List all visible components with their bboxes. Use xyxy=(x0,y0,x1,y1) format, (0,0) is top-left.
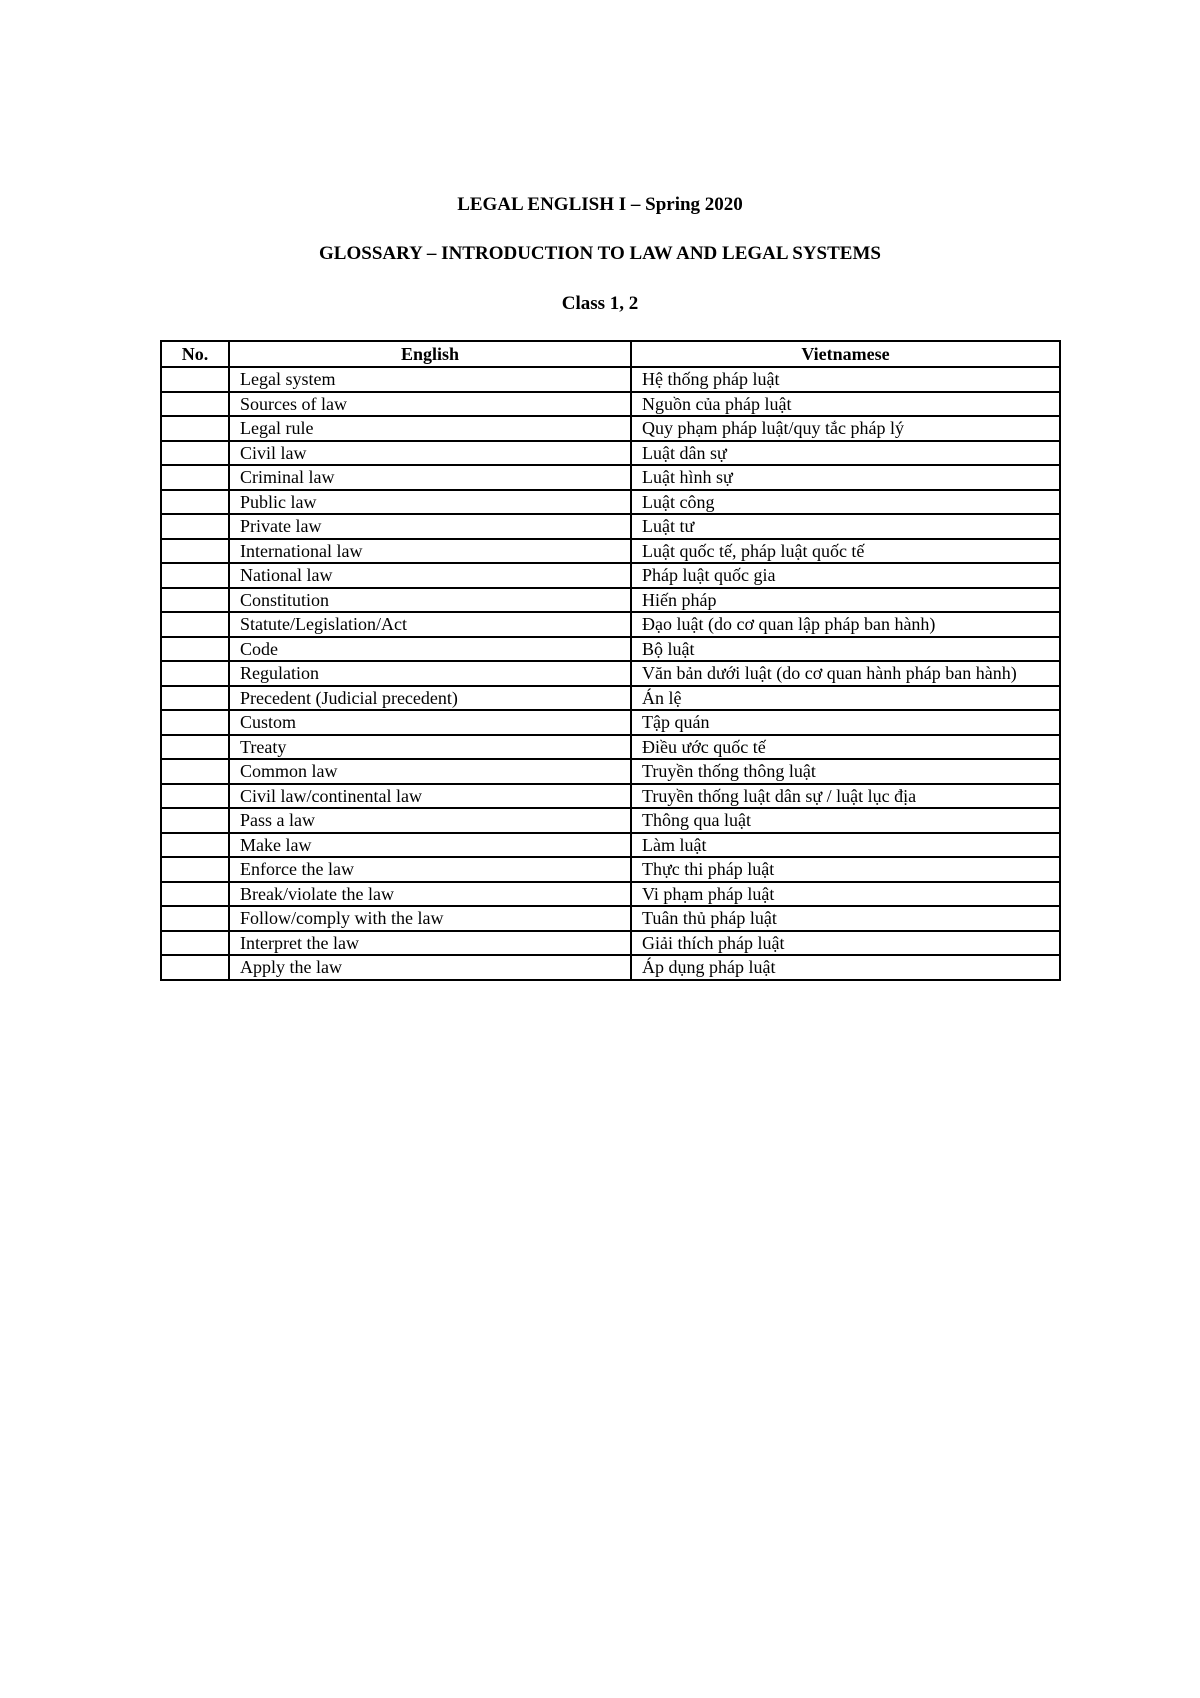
row-number-cell xyxy=(161,808,229,833)
table-row xyxy=(161,906,1060,931)
english-term-cell: Criminal law xyxy=(229,465,631,490)
row-number-cell xyxy=(161,416,229,441)
document-subtitle: GLOSSARY – INTRODUCTION TO LAW AND LEGAL SYSTEMS xyxy=(319,243,881,264)
english-term-cell: Enforce the law xyxy=(229,857,631,882)
table-row xyxy=(161,612,1060,637)
english-term-cell: Custom xyxy=(229,710,631,735)
table-row xyxy=(161,563,1060,588)
table-row xyxy=(161,931,1060,956)
table-header-row xyxy=(161,341,1060,367)
vietnamese-term-cell: Luật hình sự xyxy=(631,465,1060,490)
row-number-cell xyxy=(161,857,229,882)
table-row xyxy=(161,441,1060,466)
header-english: English xyxy=(229,341,631,367)
english-term-cell: Public law xyxy=(229,490,631,515)
english-term-cell: Common law xyxy=(229,759,631,784)
english-term-cell: Statute/Legislation/Act xyxy=(229,612,631,637)
row-number-cell xyxy=(161,612,229,637)
vietnamese-term-cell: Hệ thống pháp luật xyxy=(631,367,1060,392)
vietnamese-term-cell: Án lệ xyxy=(631,686,1060,711)
table-row xyxy=(161,514,1060,539)
english-term-cell: Make law xyxy=(229,833,631,858)
row-number-cell xyxy=(161,514,229,539)
vietnamese-term-cell: Luật quốc tế, pháp luật quốc tế xyxy=(631,539,1060,564)
row-number-cell xyxy=(161,588,229,613)
vietnamese-term-cell: Văn bản dưới luật (do cơ quan hành pháp ban hành) xyxy=(631,661,1060,686)
english-term-cell: National law xyxy=(229,563,631,588)
table-row xyxy=(161,416,1060,441)
table-row xyxy=(161,367,1060,392)
header-vietnamese: Vietnamese xyxy=(631,341,1060,367)
vietnamese-term-cell: Thực thi pháp luật xyxy=(631,857,1060,882)
english-term-cell: Treaty xyxy=(229,735,631,760)
vietnamese-term-cell: Giải thích pháp luật xyxy=(631,931,1060,956)
vietnamese-term-cell: Bộ luật xyxy=(631,637,1060,662)
vietnamese-term-cell: Đạo luật (do cơ quan lập pháp ban hành) xyxy=(631,612,1060,637)
english-term-cell: Sources of law xyxy=(229,392,631,417)
table-row xyxy=(161,490,1060,515)
row-number-cell xyxy=(161,931,229,956)
english-term-cell: Precedent (Judicial precedent) xyxy=(229,686,631,711)
vietnamese-term-cell: Luật công xyxy=(631,490,1060,515)
english-term-cell: Constitution xyxy=(229,588,631,613)
vietnamese-term-cell: Thông qua luật xyxy=(631,808,1060,833)
vietnamese-term-cell: Luật tư xyxy=(631,514,1060,539)
english-term-cell: Civil law/continental law xyxy=(229,784,631,809)
english-term-cell: Legal system xyxy=(229,367,631,392)
english-term-cell: Interpret the law xyxy=(229,931,631,956)
row-number-cell xyxy=(161,661,229,686)
english-term-cell: Regulation xyxy=(229,661,631,686)
table-row xyxy=(161,661,1060,686)
table-row xyxy=(161,784,1060,809)
english-term-cell: Pass a law xyxy=(229,808,631,833)
table-row xyxy=(161,955,1060,980)
table-row xyxy=(161,686,1060,711)
table-row xyxy=(161,857,1060,882)
english-term-cell: Private law xyxy=(229,514,631,539)
english-term-cell: Legal rule xyxy=(229,416,631,441)
vietnamese-term-cell: Truyền thống thông luật xyxy=(631,759,1060,784)
vietnamese-term-cell: Tập quán xyxy=(631,710,1060,735)
english-term-cell: Civil law xyxy=(229,441,631,466)
english-term-cell: Follow/comply with the law xyxy=(229,906,631,931)
row-number-cell xyxy=(161,490,229,515)
vietnamese-term-cell: Hiến pháp xyxy=(631,588,1060,613)
header-no: No. xyxy=(161,341,229,367)
vietnamese-term-cell: Truyền thống luật dân sự / luật lục địa xyxy=(631,784,1060,809)
table-row xyxy=(161,637,1060,662)
english-term-cell: Code xyxy=(229,637,631,662)
row-number-cell xyxy=(161,465,229,490)
vietnamese-term-cell: Pháp luật quốc gia xyxy=(631,563,1060,588)
glossary-body xyxy=(161,367,1060,980)
row-number-cell xyxy=(161,784,229,809)
english-term-cell: Break/violate the law xyxy=(229,882,631,907)
row-number-cell xyxy=(161,882,229,907)
vietnamese-term-cell: Vi phạm pháp luật xyxy=(631,882,1060,907)
vietnamese-term-cell: Nguồn của pháp luật xyxy=(631,392,1060,417)
class-label: Class 1, 2 xyxy=(561,293,639,314)
vietnamese-term-cell: Luật dân sự xyxy=(631,441,1060,466)
row-number-cell xyxy=(161,539,229,564)
table-row xyxy=(161,735,1060,760)
row-number-cell xyxy=(161,906,229,931)
english-term-cell: International law xyxy=(229,539,631,564)
row-number-cell xyxy=(161,441,229,466)
table-row xyxy=(161,808,1060,833)
table-row xyxy=(161,392,1060,417)
table-row xyxy=(161,588,1060,613)
vietnamese-term-cell: Điều ước quốc tế xyxy=(631,735,1060,760)
table-row xyxy=(161,882,1060,907)
vietnamese-term-cell: Quy phạm pháp luật/quy tắc pháp lý xyxy=(631,416,1060,441)
vietnamese-term-cell: Áp dụng pháp luật xyxy=(631,955,1060,980)
table-row xyxy=(161,539,1060,564)
english-term-cell: Apply the law xyxy=(229,955,631,980)
row-number-cell xyxy=(161,563,229,588)
table-row xyxy=(161,833,1060,858)
table-row xyxy=(161,710,1060,735)
vietnamese-term-cell: Tuân thủ pháp luật xyxy=(631,906,1060,931)
vietnamese-term-cell: Làm luật xyxy=(631,833,1060,858)
row-number-cell xyxy=(161,955,229,980)
row-number-cell xyxy=(161,710,229,735)
row-number-cell xyxy=(161,759,229,784)
row-number-cell xyxy=(161,686,229,711)
row-number-cell xyxy=(161,833,229,858)
table-row xyxy=(161,759,1060,784)
document-title: LEGAL ENGLISH I – Spring 2020 xyxy=(457,194,743,215)
row-number-cell xyxy=(161,392,229,417)
row-number-cell xyxy=(161,367,229,392)
glossary-table xyxy=(160,340,1061,981)
row-number-cell xyxy=(161,735,229,760)
row-number-cell xyxy=(161,637,229,662)
table-row xyxy=(161,465,1060,490)
